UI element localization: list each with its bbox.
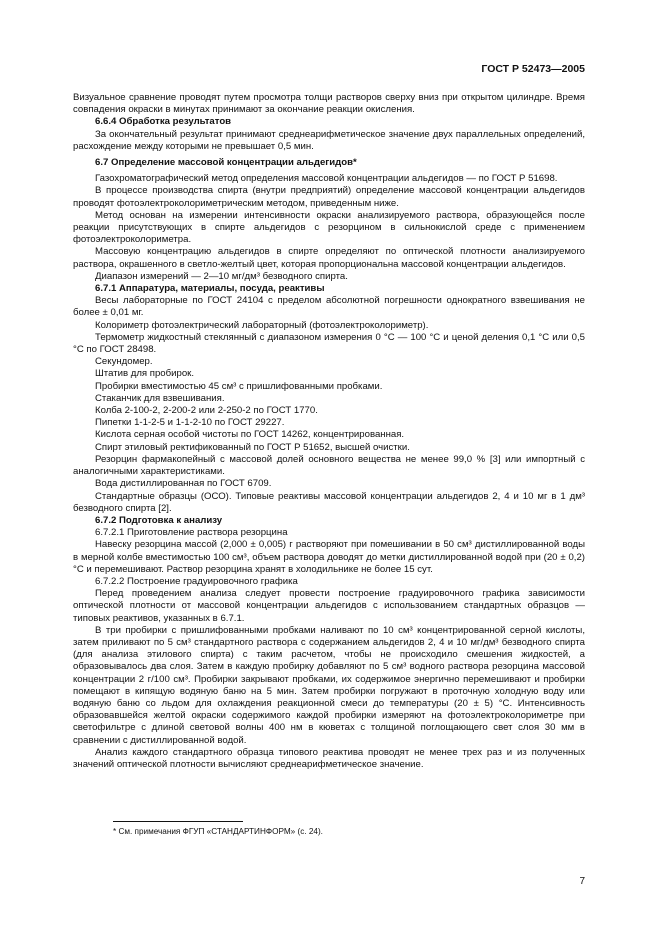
paragraph: Анализ каждого стандартного образца типового реактива проводят не менее трех раз и из полученных значений оптической плотности вычисляют среднеарифметическое значение. (73, 746, 585, 770)
paragraph: Секундомер. (95, 356, 153, 368)
subsection-heading: 6.7.2.1 Приготовление раствора резорцина (95, 527, 288, 539)
section-heading: 6.7.1 Аппаратура, материалы, посуда, реактивы (95, 283, 325, 295)
paragraph: Диапазон измерений — 2—10 мг/дм³ безводного спирта. (95, 270, 348, 282)
section-heading: 6.7.2 Подготовка к анализу (95, 514, 223, 526)
paragraph: Перед проведением анализа следует провести построение градуировочного графика зависимости оптической плотности от массовой концентрации альдегидов с использованием стандартных образцов — типовых реактивов, указанных в 6.7.1. (73, 588, 585, 624)
paragraph: Колба 2-100-2, 2-200-2 или 2-250-2 по ГОСТ 1770. (95, 405, 318, 417)
paragraph: За окончательный результат принимают среднеарифметическое значение двух параллельных определений, расхождение между которыми не превышает 0,5 мин. (73, 128, 585, 152)
paragraph: Пробирки вместимостью 45 см³ с пришлифованными пробками. (95, 380, 383, 392)
paragraph: Стаканчик для взвешивания. (95, 392, 225, 404)
paragraph: Метод основан на измерении интенсивности окраски анализируемого раствора, образующейся после реакции присутствующих в спирте альдегидов с резорцином в сильнокислой среде с применением фотоэлектроколориметра. (73, 209, 585, 246)
page-number: 7 (579, 876, 585, 887)
subsection-heading: 6.7.2.2 Построение градуировочного графика (95, 575, 298, 587)
section-heading: 6.7 Определение массовой концентрации альдегидов* (95, 157, 357, 169)
paragraph: Массовую концентрацию альдегидов в спирте определяют по оптической плотности анализируемого раствора, окрашенного в светло-желтый цвет, которая пропорциональна массовой концентрации альдегидов. (73, 246, 585, 270)
paragraph: Термометр жидкостный стеклянный с диапазоном измерения 0 °С — 100 °С и ценой деления 0,1 °С или 0,5 °С по ГОСТ 28498. (73, 331, 585, 356)
paragraph: В три пробирки с пришлифованными пробками наливают по 10 см³ концентрированной серной кислоты, затем приливают по 5 см³ стандартного раствора с содержанием альдегидов 2, 4 и 10 мг/дм³ безводного спирта (для анализа этилового спирта) с таким расчетом, чтобы не происходило смешения жидкостей, а образовывалось два слоя. Затем в каждую пробирку добавляют по 5 см³ водного раствора резорцина массовой концентрации 2 г/100 см³. Пробирки закрывают пробками, их содержимое энергично перемешивают и пробирки помещают в кипящую водяную баню на 5 мин. Затем пробирки погружают в проточную холодную воду или водяную баню со льдом для охлаждения реакционной смеси до температуры (20 ± 5) °С. Интенсивность образовавшейся желтой окраски содержимого каждой пробирки измеряют на фотоэлектроколориметре при светофильтре с длиной световой волны 400 нм в кюветах с толщиной поглощающего свет слоя 30 мм в сравнении с дистиллированной водой. (73, 624, 585, 746)
footnote: * См. примечания ФГУП «СТАНДАРТИНФОРМ» (с. 24). (113, 827, 323, 836)
paragraph: Штатив для пробирок. (95, 368, 195, 380)
paragraph: В процессе производства спирта (внутри предприятий) определение массовой концентрации альдегидов проводят фотоэлектроколориметрическим методом, приведенным ниже. (73, 185, 585, 209)
paragraph: Кислота серная особой чистоты по ГОСТ 14262, концентрированная. (95, 429, 405, 441)
paragraph: Навеску резорцина массой (2,000 ± 0,005) г растворяют при помешивании в 50 см³ дистиллированной воды в мерной колбе вместимостью 100 см³, объем раствора доводят до метки дистиллированной водой при (20 ± 0,2) °С и перемешивают. Раствор резорцина хранят в холодильнике не более 15 сут. (73, 539, 585, 575)
paragraph: Спирт этиловый ректификованный по ГОСТ Р 51652, высшей очистки. (95, 441, 410, 453)
body-text (73, 92, 585, 771)
paragraph: Вода дистиллированная по ГОСТ 6709. (95, 478, 272, 490)
paragraph: Весы лабораторные по ГОСТ 24104 с пределом абсолютной погрешности однократного взвешивания не более ± 0,01 мг. (73, 295, 585, 319)
paragraph: Резорцин фармакопейный с массовой долей основного вещества не менее 99,0 % [3] или импортный с аналогичными характеристиками. (73, 453, 585, 478)
paragraph: Визуальное сравнение проводят путем просмотра толщи растворов сверху вниз при открытом цилиндре. Время совпадения окраски в минутах принимают за окончание реакции окисления. (73, 92, 585, 116)
paragraph: Пипетки 1-1-2-5 и 1-1-2-10 по ГОСТ 29227. (95, 417, 285, 429)
paragraph: Газохроматографический метод определения массовой концентрации альдегидов — по ГОСТ Р 51698. (95, 173, 558, 185)
document-header: ГОСТ Р 52473—2005 (481, 63, 585, 75)
paragraph: Колориметр фотоэлектрический лабораторный (фотоэлектроколориметр). (95, 319, 429, 331)
document-page (73, 0, 585, 936)
paragraph: Стандартные образцы (ОСО). Типовые реактивы массовой концентрации альдегидов 2, 4 и 10 мг в 1 дм³ безводного спирта [2]. (73, 490, 585, 514)
section-heading: 6.6.4 Обработка результатов (95, 116, 232, 128)
footnote-divider (113, 821, 243, 822)
